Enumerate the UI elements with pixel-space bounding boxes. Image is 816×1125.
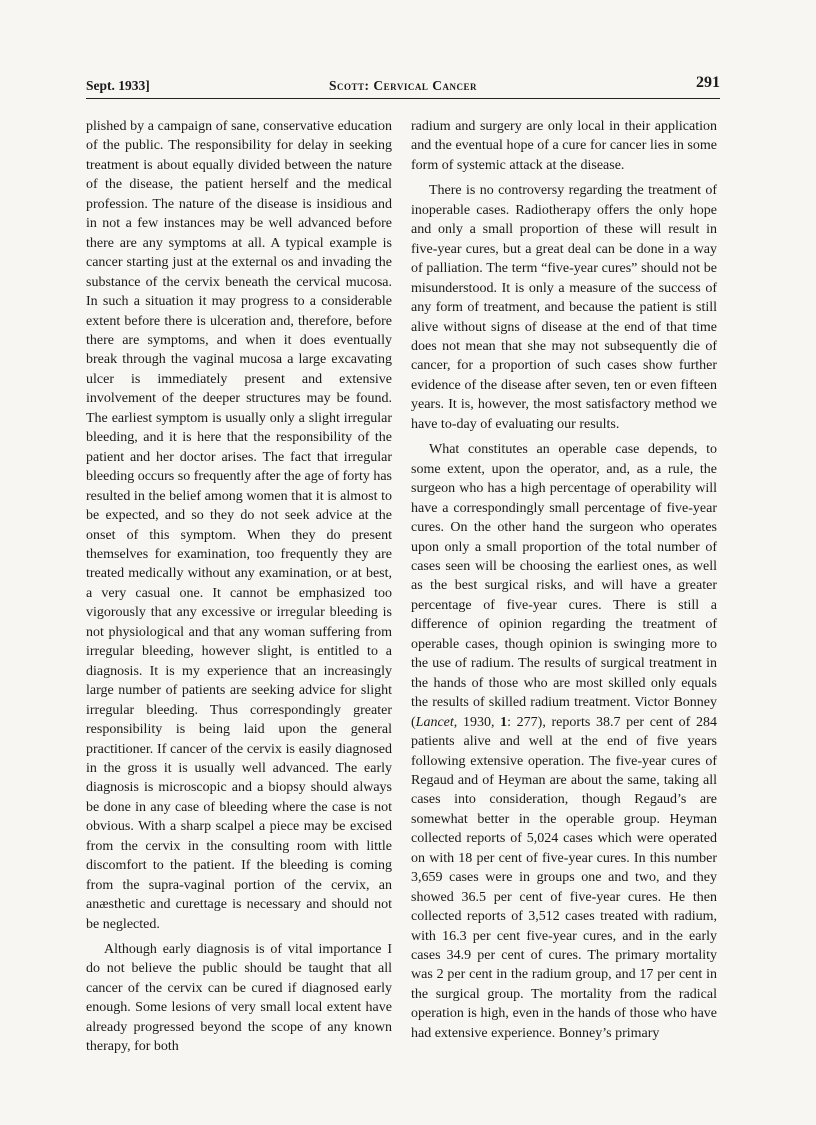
volume-number: 1: [500, 714, 508, 730]
header-title: Scott: Cervical Cancer: [329, 78, 477, 93]
text-run: , 1930,: [453, 714, 501, 730]
header-date: Sept. 1933]: [86, 78, 150, 93]
right-column: [411, 117, 717, 1049]
paragraph: There is no controversy regarding the treatment of inoperable cases. Radiotherapy offers the only hope and only a small proportion of these will result in five-year cures, but a great deal can be done in a way of palliation. The term “five-year cures” should not be misunderstood. It is only a measure of the success of any form of treatment, and because the patient is still alive without signs of disease at the end of that time does not mean that she may not subsequently die of cancer, for a proportion of such cases show further evidence of the disease after seven, ten or even fifteen years. It is, however, the most satisfactory method we have to-day of evaluating our results.: [411, 183, 717, 432]
header-rule: [86, 98, 720, 99]
paragraph: radium and surgery are only local in their application and the eventual hope of a cure for cancer lies in some form of systemic attack at the disease.: [411, 119, 717, 173]
left-column: [86, 117, 392, 1063]
journal-name: Lancet: [415, 714, 454, 730]
text-run: What constitutes an operable case depends, to some extent, upon the operator, and, as a rule, the surgeon who has a high percentage of operability will have a correspondingly small percentage of five-year cures. On the other hand the surgeon who operates upon only a small proportion of the total number of cases seen will be choosing the earliest ones, as well as the best surgical risks, and will have a greater percentage of five-year cures. There is still a difference of opinion regarding the treatment of operable cases, though opinion is swinging more to the use of radium. The results of surgical treatment in the hands of those who are most skilled only equals the results of skilled radium treatment. Victor Bonney (: [411, 442, 717, 730]
paragraph: [411, 440, 717, 1043]
page-number: 291: [696, 74, 720, 91]
running-header: [86, 74, 720, 96]
paragraph: plished by a campaign of sane, conservative education of the public. The responsibility for delay in seeking treatment is about equally divided between the nature of the disease, the patient herself and the medical profession. The nature of the disease is insidious and in not a few instances may be well advanced before there are any symptoms at all. A typical example is cancer starting just at the external os and invading the substance of the cervix beneath the cervical mucosa. In such a situation it may progress to a considerable extent before there is ulceration and, therefore, before there are symptoms, and when it does eventually break through the vaginal mucosa a large excavating ulcer is immediately present and extensive involvement of the deeper structures may be found. The earliest symptom is usually only a slight irregular bleeding, and it is here that the responsibility of the patient and her doctor arises. The fact that irregular bleeding occurs so frequently after the age of forty has resulted in the belief among women that it is almost to be expected, and so they do not seek advice at the onset of this symptom. When they do present themselves for examination, too frequently they are treated medically without any examination, or at best, a very casual one. It cannot be emphasized too vigorously that any excessive or irregular bleeding is not physiological and that any woman suffering from irregular bleeding, however slight, is entitled to a diagnosis. It is my experience that an increasingly large number of patients are seeking advice for slight irregular bleeding. Thus correspondingly greater responsibility is being laid upon the general practitioner. If cancer of the cervix is easily diagnosed in the gross it is usually well advanced. The early diagnosis is microscopic and a biopsy should always be done in any case of bleeding where the case is not obvious. With a sharp scalpel a piece may be excised from the cervix in the consulting room with little discomfort to the patient. If the bleeding is coming from the supra-vaginal portion of the cervix, an anæsthetic and curettage is necessary and should not be neglected.: [86, 119, 392, 932]
paragraph: Although early diagnosis is of vital importance I do not believe the public should be taught that all cancer of the cervix can be cured if diagnosed early enough. Some lesions of very small local extent have already progressed beyond the scope of any known therapy, for both: [86, 942, 392, 1055]
text-run: : 277), reports 38.7 per cent of 284 patients alive and well at the end of five years following extensive operation. The five-year cures of Regaud and of Heyman are about the same, taking all cases into consideration, though Regaud’s are somewhat better in the operable group. Heyman collected reports of 5,024 cases which were operated on with 18 per cent of five-year cures. In this number 3,659 cases were in groups one and two, and they showed 36.5 per cent of five-year cures. He then collected reports of 3,512 cases treated with radium, with 16.3 per cent five-year cures, and in the early cases 34.9 per cent of cures. The primary mortality was 2 per cent in the radium group, and 17 per cent in the surgical group. The mortality from the radical operation is high, even in the hands of those who have had extensive experience. Bonney’s primary: [411, 714, 717, 1041]
